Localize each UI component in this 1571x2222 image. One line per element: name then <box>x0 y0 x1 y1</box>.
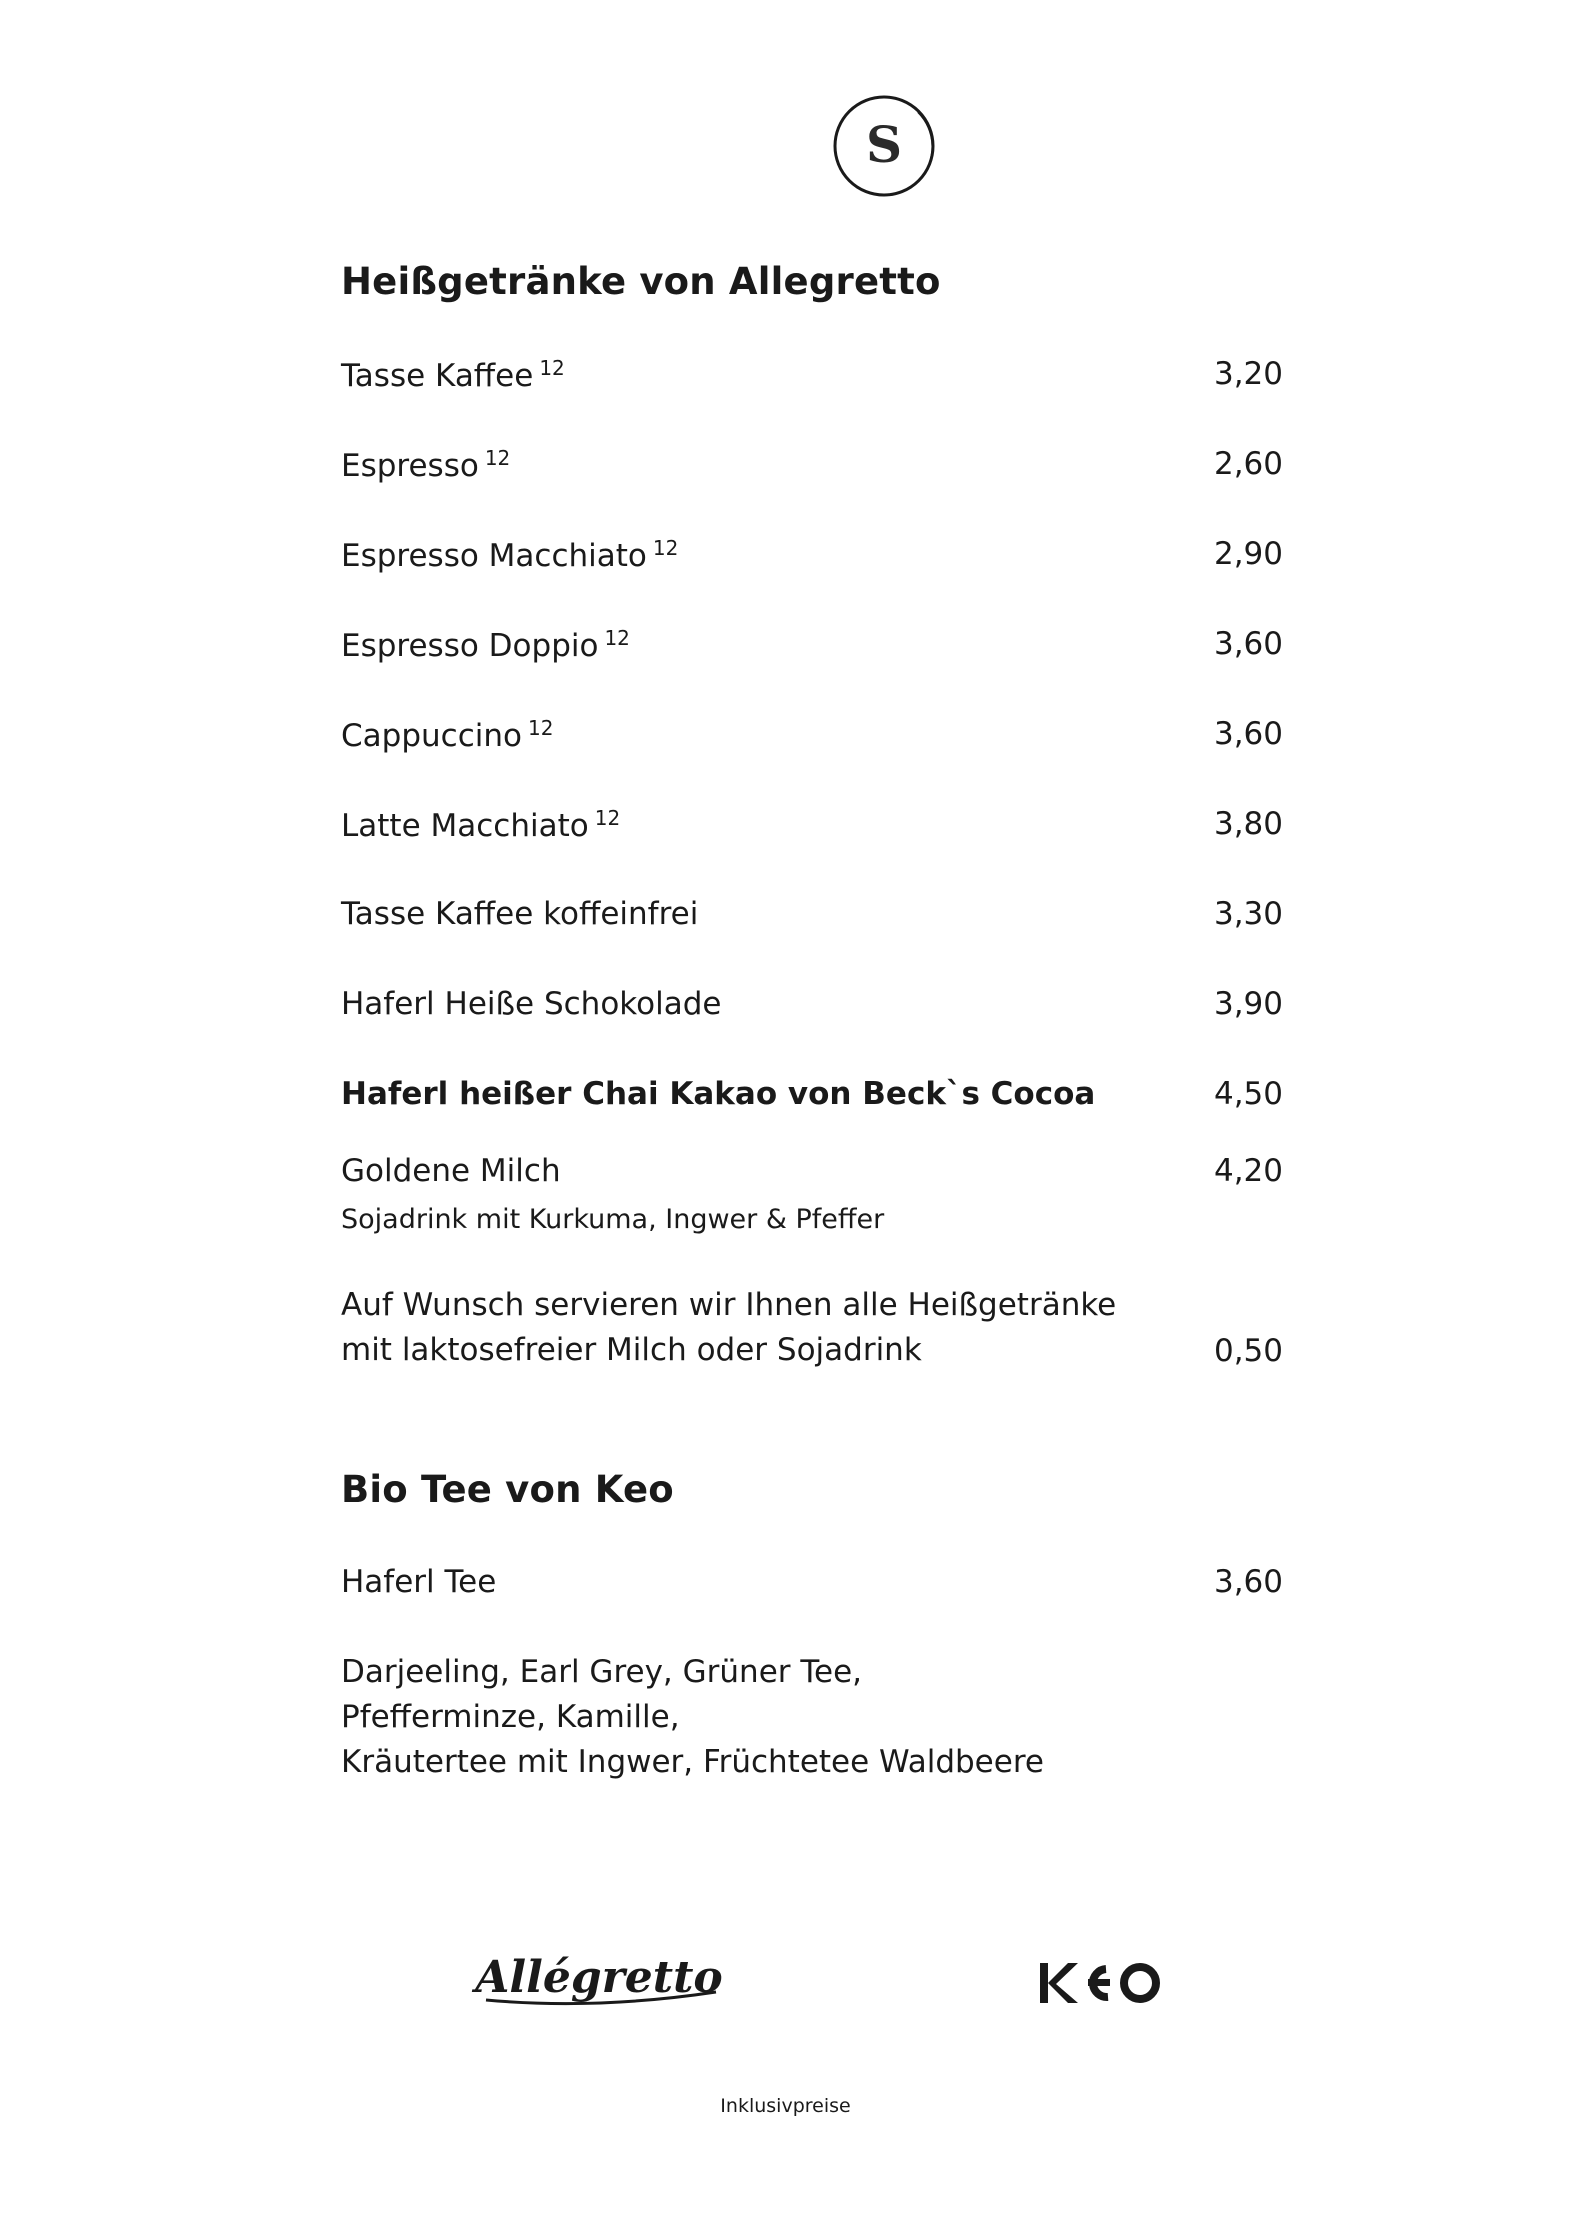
menu-item <box>341 986 1283 1036</box>
item-name: Espresso Doppio <box>341 628 599 664</box>
item-price: 3,80 <box>1213 806 1283 842</box>
menu-item <box>341 1564 1283 1614</box>
allergen-code: 12 <box>484 446 511 470</box>
tea-variety-line: Pfefferminze, Kamille, <box>341 1699 680 1735</box>
item-name: Espresso Macchiato <box>341 538 647 574</box>
menu-item <box>341 1153 1283 1203</box>
item-price: 3,90 <box>1213 986 1283 1022</box>
s-logo <box>830 92 938 200</box>
allergen-code: 12 <box>594 806 621 830</box>
item-name: Goldene Milch <box>341 1153 561 1189</box>
allergen-code: 12 <box>539 356 565 380</box>
item-price: 2,90 <box>1213 536 1283 572</box>
svg-text:S: S <box>865 115 903 174</box>
allergen-code: 12 <box>604 626 630 650</box>
menu-item <box>341 716 1283 766</box>
allergen-code: 12 <box>527 716 554 740</box>
milk-note <box>341 1283 1116 1373</box>
item-price: 3,30 <box>1213 896 1283 932</box>
svg-text:Allégretto: Allégretto <box>475 1952 723 2003</box>
item-price: 2,60 <box>1213 446 1283 482</box>
item-name: Haferl Tee <box>341 1564 497 1600</box>
item-name: Tasse Kaffee koffeinfrei <box>341 896 699 932</box>
item-description: Sojadrink mit Kurkuma, Ingwer & Pfeffer <box>341 1204 885 1235</box>
item-price: 3,20 <box>1213 356 1283 392</box>
item-name: Espresso <box>341 448 479 484</box>
milk-note-line: mit laktosefreier Milch oder Sojadrink <box>341 1332 922 1368</box>
menu-item <box>341 446 1283 496</box>
section-title-tea: Bio Tee von Keo <box>341 1468 674 1511</box>
section-title-hot-drinks: Heißgetränke von Allegretto <box>341 260 941 303</box>
item-price: 3,60 <box>1213 716 1283 752</box>
item-price: 4,20 <box>1213 1153 1283 1189</box>
item-name: Latte Macchiato <box>341 808 589 844</box>
footer-note: Inklusivpreise <box>720 2095 851 2117</box>
menu-item <box>341 896 1283 946</box>
tea-variety-line: Kräutertee mit Ingwer, Früchtetee Waldbeere <box>341 1744 1044 1780</box>
milk-note-price: 0,50 <box>1213 1333 1283 1369</box>
item-price: 3,60 <box>1213 626 1283 662</box>
milk-note-line: Auf Wunsch servieren wir Ihnen alle Heißgetränke <box>341 1287 1117 1323</box>
item-name: Cappuccino <box>341 718 522 754</box>
menu-item-featured <box>341 1076 1283 1126</box>
item-name: Haferl Heiße Schokolade <box>341 986 722 1022</box>
tea-varieties <box>341 1650 1044 1785</box>
allegretto-logo <box>466 1940 732 2020</box>
menu-item <box>341 536 1283 586</box>
keo-logo <box>1036 1955 1166 2010</box>
menu-item <box>341 626 1283 676</box>
item-name: Tasse Kaffee <box>341 358 534 394</box>
menu-item <box>341 806 1283 856</box>
item-price: 4,50 <box>1213 1076 1283 1112</box>
tea-variety-line: Darjeeling, Earl Grey, Grüner Tee, <box>341 1654 863 1690</box>
allergen-code: 12 <box>652 536 679 560</box>
item-price: 3,60 <box>1213 1564 1283 1600</box>
menu-item <box>341 356 1283 406</box>
item-name: Haferl heißer Chai Kakao von Beck`s Cocoa <box>341 1076 1096 1112</box>
